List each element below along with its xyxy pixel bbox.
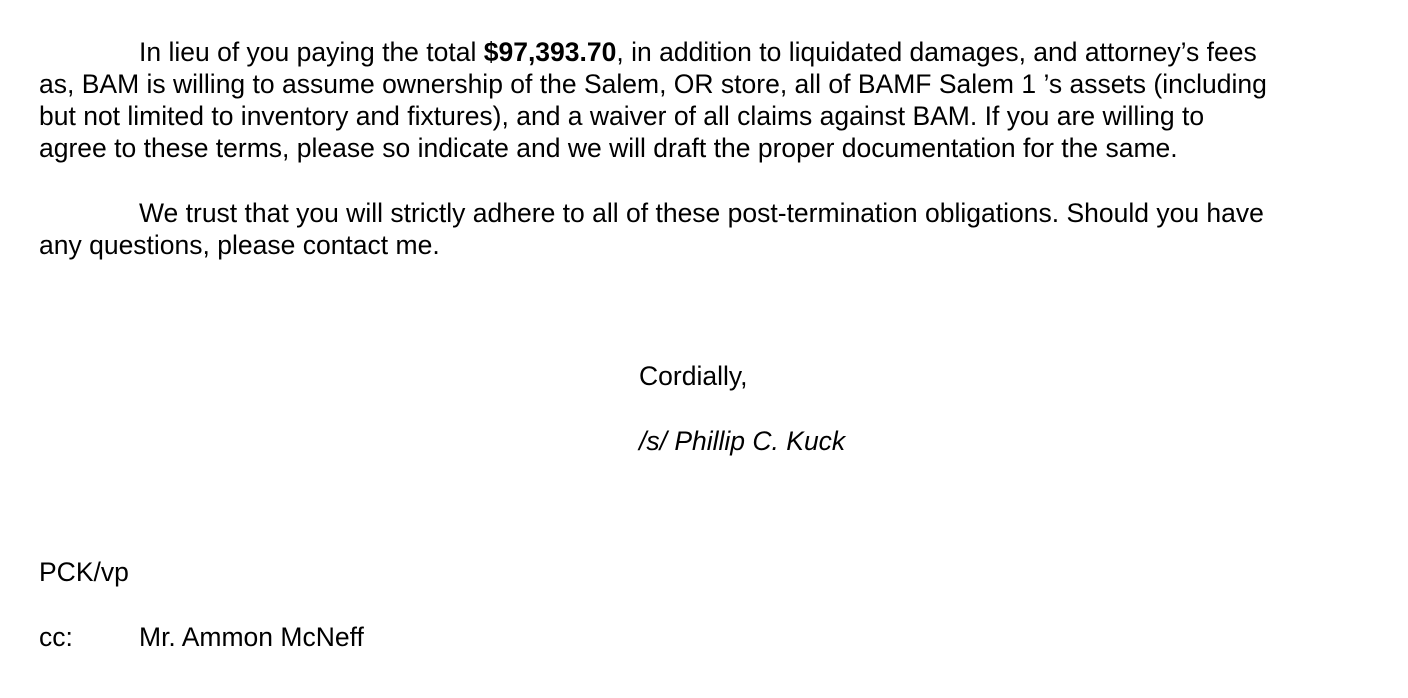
cc-label: cc: — [39, 622, 73, 652]
paragraph-text: In lieu of you paying the total — [139, 37, 484, 67]
reference-initials: PCK/vp — [39, 557, 129, 587]
paragraph-text: , in addition to liquidated damages, and attorney’s fees — [616, 37, 1257, 67]
paragraph-line: We trust that you will strictly adhere to all of these post-termination obligations. Should you have — [139, 198, 1264, 228]
paragraph-line — [39, 36, 1379, 68]
paragraph-line: but not limited to inventory and fixtures), and a waiver of all claims against BAM. If you are willing to — [39, 101, 1205, 131]
paragraph-line: as, BAM is willing to assume ownership of the Salem, OR store, all of BAMF Salem 1 ’s assets (including — [39, 69, 1267, 99]
paragraph-settlement-offer — [39, 36, 1379, 164]
paragraph-line: any questions, please contact me. — [39, 230, 440, 260]
paragraph-line: agree to these terms, please so indicate and we will draft the proper documentation for the same. — [39, 133, 1178, 163]
letter-body — [39, 36, 1379, 261]
total-amount: $97,393.70 — [483, 37, 617, 67]
closing-salutation: Cordially, — [639, 361, 748, 391]
cc-recipient: Mr. Ammon McNeff — [139, 622, 364, 652]
signature: /s/ Phillip C. Kuck — [639, 426, 846, 456]
paragraph-obligations — [39, 197, 1379, 261]
